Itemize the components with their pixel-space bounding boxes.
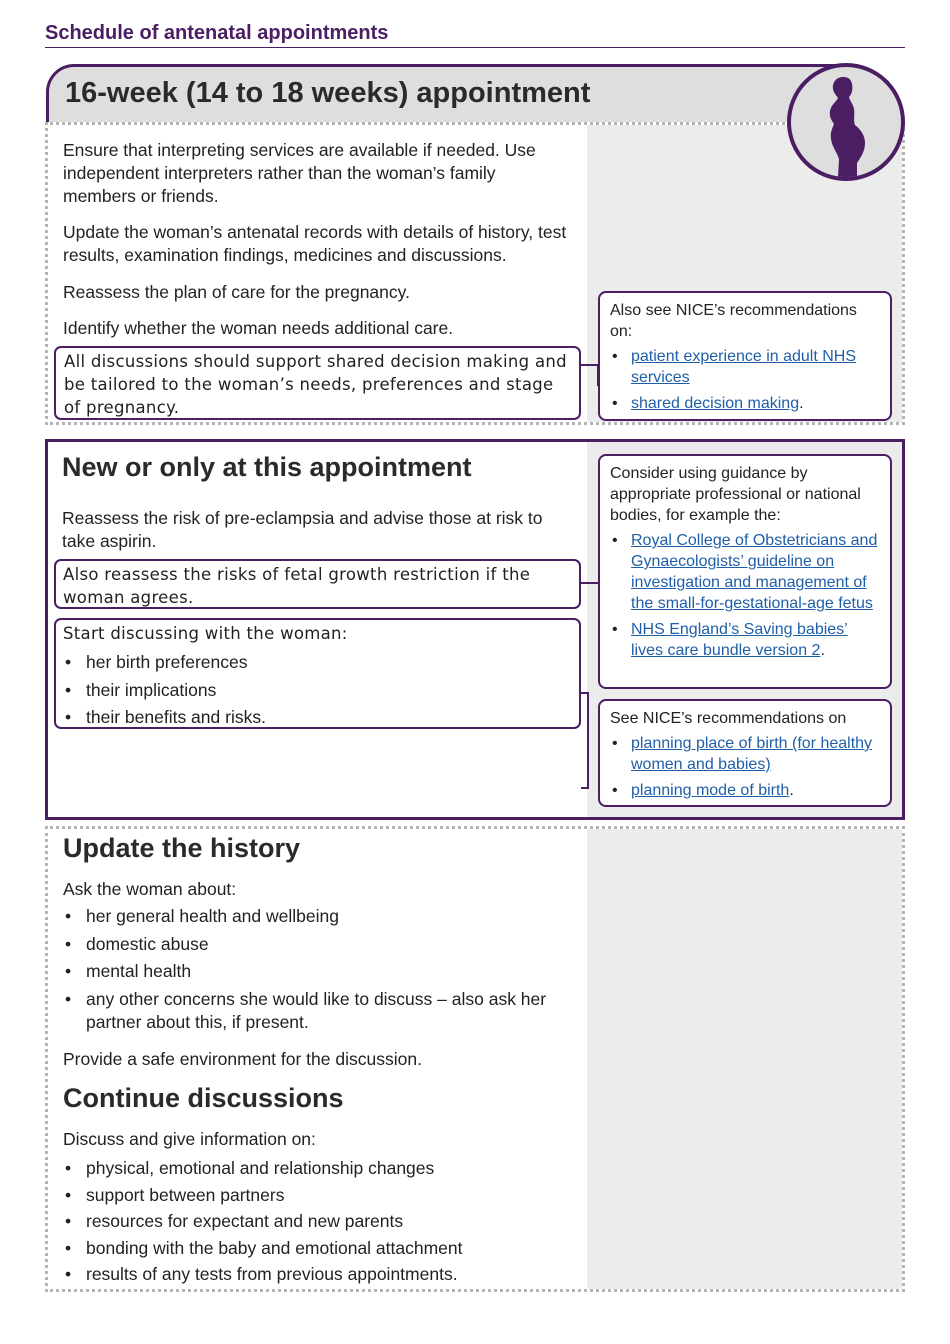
shared-decision-making-link[interactable]: shared decision making [631, 395, 800, 412]
section-heading-new: New or only at this appointment [62, 452, 472, 482]
discussions-list [63, 1155, 573, 1288]
paragraph-reassess-plan: Reassess the plan of care for the pregnancy. [63, 282, 410, 302]
list-item [610, 530, 881, 614]
paragraph-interpreting: Ensure that interpreting services are available if needed. Use independent interpreters rather than the woman’s family members or friends. [63, 140, 536, 206]
list-item: • physical, emotional and relationship changes [63, 1155, 573, 1182]
fetal-growth-text: Also reassess the risks of fetal growth restriction if the woman agrees. [63, 565, 531, 607]
appointment-title-bar [46, 64, 858, 122]
list-item: • domestic abuse [63, 933, 573, 956]
connector-line [581, 364, 599, 386]
discussions-intro: Discuss and give information on: [63, 1129, 316, 1149]
link-trailing-period: . [789, 782, 794, 799]
birth-preferences-intro: Start discussing with the woman: [63, 624, 348, 643]
list-item: • mental health [63, 960, 573, 983]
history-intro: Ask the woman about: [63, 879, 237, 899]
list-item: • her general health and wellbeing [63, 905, 573, 928]
note-intro: See NICE’s recommendations on [610, 710, 847, 727]
list-item: • their benefits and risks. [63, 704, 572, 732]
planning-place-of-birth-link[interactable]: planning place of birth (for healthy women and babies) [631, 735, 873, 773]
birth-planning-note [598, 699, 892, 807]
list-item: • results of any tests from previous appointments. [63, 1261, 573, 1288]
note-intro: Consider using guidance by appropriate professional or national bodies, for example the: [610, 465, 861, 524]
guidance-note [598, 454, 892, 689]
list-item: • their implications [63, 677, 572, 705]
saving-babies-lives-link[interactable]: NHS England’s Saving babies’ lives care bundle version 2 [631, 621, 848, 659]
section-heading-discussions: Continue discussions [63, 1083, 344, 1113]
paragraph-additional-care: Identify whether the woman needs additional care. [63, 318, 454, 338]
note-intro: Also see NICE’s recommendations on: [610, 302, 857, 340]
list-item [610, 393, 881, 414]
shared-decision-text: All discussions should support shared decision making and be tailored to the woman’s needs, preferences and stage of pregnancy. [64, 352, 567, 417]
header-divider [45, 47, 905, 48]
history-closing: Provide a safe environment for the discussion. [63, 1049, 422, 1069]
list-item: • any other concerns she would like to discuss – also ask her partner about this, if present. [63, 988, 573, 1034]
paragraph-pre-eclampsia: Reassess the risk of pre-eclampsia and advise those at risk to take aspirin. [62, 508, 543, 551]
list-item: • bonding with the baby and emotional attachment [63, 1235, 573, 1262]
document-section-title: Schedule of antenatal appointments [45, 22, 389, 44]
list-item [610, 733, 881, 775]
rcog-guideline-link[interactable]: Royal College of Obstetricians and Gynaecologists’ guideline on investigation and management of the small-for-gestational-age fetus [631, 532, 878, 612]
list-item: • support between partners [63, 1182, 573, 1209]
link-trailing-period: . [820, 642, 825, 659]
appointment-title: 16-week (14 to 18 weeks) appointment [65, 77, 591, 109]
connector-line [581, 582, 599, 584]
paragraph-records: Update the woman’s antenatal records with details of history, test results, examination findings, medicines and discussions. [63, 222, 567, 265]
list-item [610, 619, 881, 661]
patient-experience-link[interactable]: patient experience in adult NHS services [631, 348, 857, 386]
pregnant-woman-silhouette-icon [787, 63, 905, 181]
history-discussions-sidebar [587, 829, 902, 1289]
link-trailing-period: . [799, 395, 804, 412]
list-item [610, 780, 881, 801]
birth-preferences-box [54, 618, 581, 729]
list-item: • resources for expectant and new parents [63, 1208, 573, 1235]
fetal-growth-box [54, 559, 581, 609]
section-heading-history: Update the history [63, 833, 301, 863]
connector-line [581, 692, 589, 789]
planning-mode-of-birth-link[interactable]: planning mode of birth [631, 782, 790, 799]
history-list [63, 905, 573, 1034]
nice-recommendations-note [598, 291, 892, 421]
shared-decision-box [54, 346, 581, 420]
list-item [610, 346, 881, 388]
list-item: • her birth preferences [63, 649, 572, 677]
